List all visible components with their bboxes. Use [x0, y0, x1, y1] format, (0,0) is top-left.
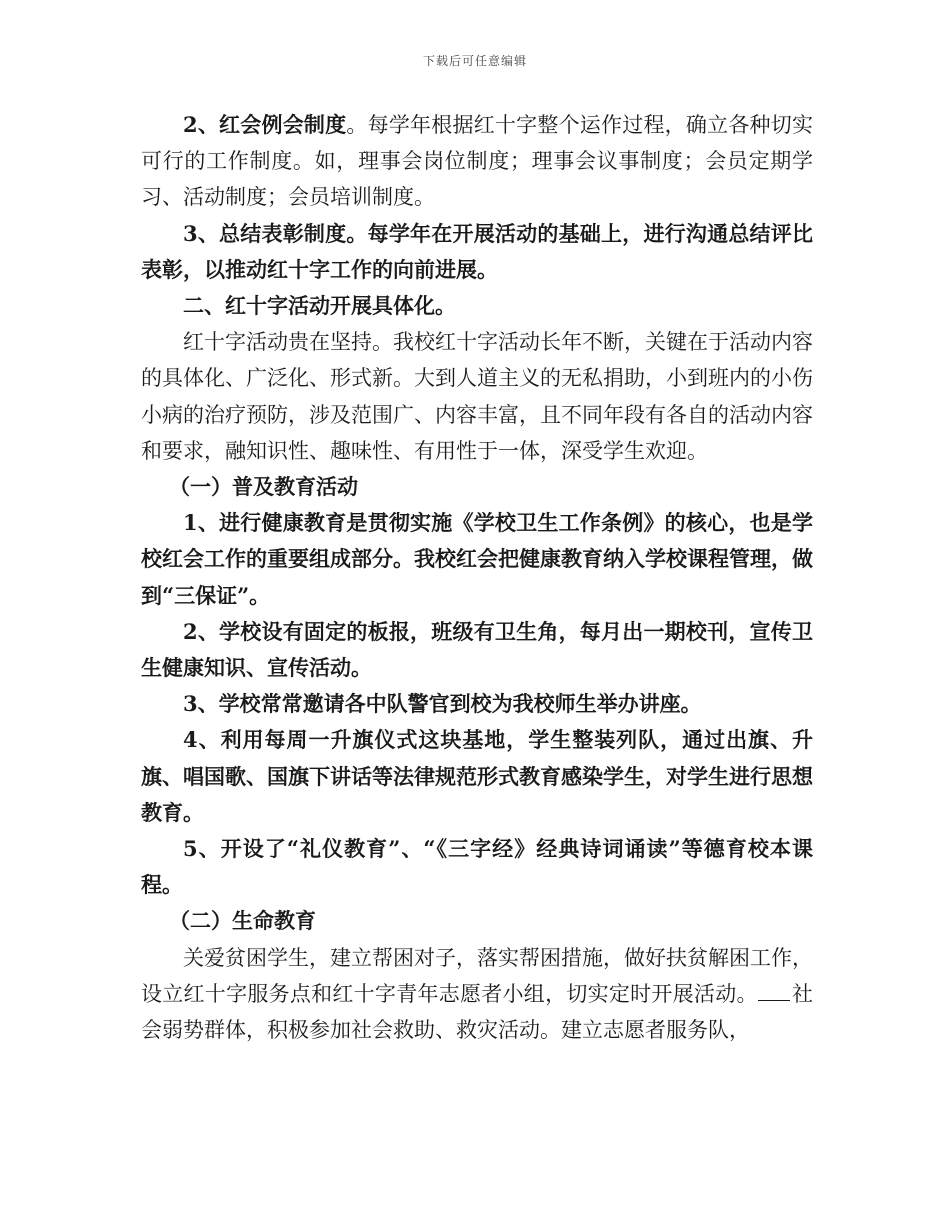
paragraph-health-education: 1、进行健康教育是贯彻实施《学校卫生工作条例》的核心，也是学校红会工作的重要组成部分。我校红会把健康教育纳入学校课程管理，做到“三保证”。 — [141, 510, 813, 608]
section-heading-activities: 二、红十字活动开展具体化。 — [183, 293, 456, 319]
subsection-heading-education: （一）普及教育活动 — [169, 474, 358, 500]
paragraph-meeting-system-lead: 2、红会例会制度 — [183, 112, 347, 137]
paragraph-poor-students-tail: 社会弱势群体，积极参加社会救助、救灾活动。建立志愿者服务队， — [141, 981, 814, 1043]
subsection-heading-life-education: （二）生命教育 — [169, 908, 316, 934]
paragraph-flag-ceremony: 4、利用每周一升旗仪式这块基地，学生整装列队，通过出旗、升旗、唱国歌、国旗下讲话等法律规范形式教育感染学生，对学生进行思想教育。 — [141, 727, 813, 825]
page-header-note: 下载后可任意编辑 — [422, 54, 527, 68]
paragraph-poor-students — [141, 940, 813, 1049]
fill-in-blank — [758, 982, 790, 1001]
document-body — [141, 107, 813, 1048]
paragraph-lectures: 3、学校常常邀请各中队警官到校为我校师生举办讲座。 — [183, 691, 702, 717]
paragraph-meeting-system-text: 。每学年根据红十字整个运作过程，确立各种切实可行的工作制度。如，理事会岗位制度；理事会议事制度；会员定期学习、活动制度；会员培训制度。 — [141, 113, 813, 210]
paragraph-blackboard: 2、学校设有固定的板报，班级有卫生角，每月出一期校刊，宣传卫生健康知识、宣传活动。 — [141, 618, 813, 681]
paragraph-activities-intro: 红十字活动贵在坚持。我校红十字活动长年不断，关键在于活动内容的具体化、广泛化、形式新。大到人道主义的无私捐助，小到班内的小伤小病的治疗预防，涉及范围广、内容丰富，且不同年段有各自的活动内容和要求，融知识性、趣味性、有用性于一体，深受学生欢迎。 — [141, 330, 813, 463]
paragraph-commendation-system: 3、总结表彰制度。每学年在开展活动的基础上，进行沟通总结评比表彰，以推动红十字工作的向前进展。 — [141, 220, 813, 282]
paragraph-meeting-system — [141, 107, 813, 216]
paragraph-courses: 5、开设了“礼仪教育”、“《三字经》经典诗词诵读”等德育校本课程。 — [141, 836, 813, 898]
paragraph-poor-students-text: 关爱贫困学生，建立帮困对子，落实帮困措施，做好扶贫解困工作，设立红十字服务点和红十字青年志愿者小组，切实定时开展活动。 — [141, 945, 813, 1006]
